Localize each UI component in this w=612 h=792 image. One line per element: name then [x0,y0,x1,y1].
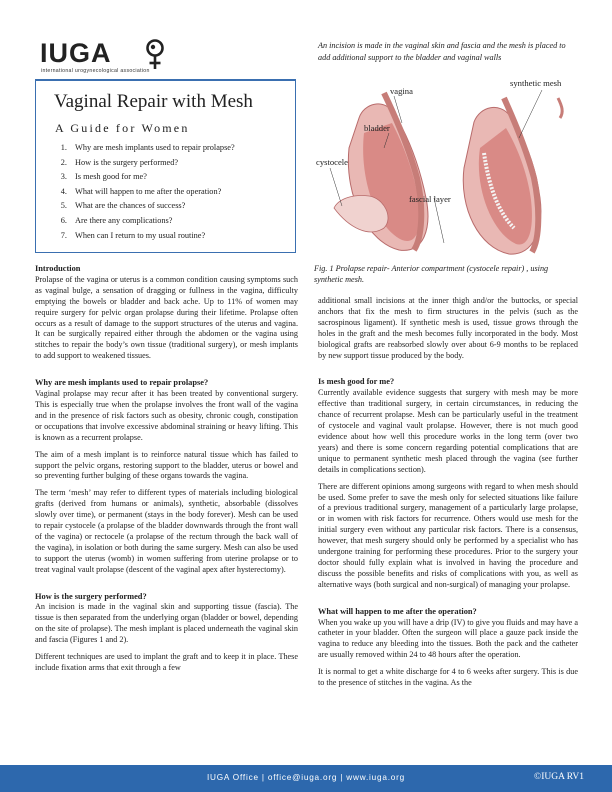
contents-item: 7. When can I return to my usual routine? [69,229,309,244]
contents-item: 1. Why are mesh implants used to repair prolapse? [69,141,309,156]
footer-contact: IUGA Office | office@iuga.org | www.iuga.org [206,773,406,782]
label-bladder: bladder [364,123,390,133]
footer-bar [0,765,612,792]
iuga-logo [40,38,240,78]
contents-item: 5. What are the chances of success? [69,199,309,214]
section-heading-introduction: Introduction [35,264,81,273]
label-synthetic-mesh: synthetic mesh [510,78,562,88]
section-heading-is-mesh-good: Is mesh good for me? [318,377,395,387]
paragraph: The aim of a mesh implant is to reinforce natural tissue which has failed to support the pelvic organs, restoring support to the bladder, uterus or bowel and so preventing further bulging of these organs towards the vagina. [35,449,298,481]
paragraph: Different techniques are used to implant the graft and to keep it in place. These include fixation arms that exit through a few [35,652,298,672]
paragraph: It is normal to get a white discharge for 4 to 6 weeks after surgery. This is due to the presence of stitches in the vagina. As the [318,667,578,688]
section-heading-how-performed: How is the surgery performed? [35,591,147,601]
venus-symbol-icon [144,38,166,72]
section-heading-why-mesh: Why are mesh implants used to repair prolapse? [35,378,209,388]
paragraph: Prolapse of the vagina or uterus is a common condition causing symptoms such as vaginal bulge, a sensation of dragging or fullness in the vagina, difficulty emptying the bowels or bladder and back ache. Up to 11% of women may require surgery for pelvic organ prolapse during their lifetime. Prolapse often occurs as a result of damage to the support structures of the uterus and vagina. It can be surgically repaired either through the abdomen or the vagina using stitches to repair the body’s own tissue (traditional surgery), or mesh implants to add support to weakened tissues. [35,274,298,361]
anatomy-figure [314,78,576,258]
label-fascial-layer: fascial layer [409,194,451,204]
logo-wordmark: IUGA [40,38,112,68]
right-column [318,296,578,695]
paragraph: Vaginal prolapse may recur after it has been treated by conventional surgery. This is especially true when the prolapse involves the front wall of the vagina and in the presence of risk factors such as obesity, chronic cough, constipation or occupations that involve excessive abdominal straining or heavy lifting. This is known as a recurrent prolapse. [35,389,298,442]
contents-list [53,141,309,243]
logo-tagline: international urogynecological association [41,68,150,74]
page-subtitle: A Guide for Women [55,121,190,135]
label-cystocele: cystocele [316,157,348,167]
label-vagina: vagina [390,86,413,96]
figure-caption: Fig. 1 Prolapse repair- Anterior compartment (cystocele repair) , using synthetic mesh. [314,264,549,284]
section-heading-after-operation: What will happen to me after the operation? [318,606,477,616]
paragraph: An incision is made in the vaginal skin and supporting tissue (fascia). The tissue is then separated from the underlying organ (bladder or bowel, depending on the site of prolapse). The mesh implant is placed underneath the vaginal skin and fascia (Figures 1 and 2). [35,602,298,645]
pelvic-anatomy-illustration [314,78,576,258]
figure-annotation: An incision is made in the vaginal skin and fascia and the mesh is placed to add additional support to the bladder and vaginal walls [318,41,566,62]
paragraph: additional small incisions at the inner thigh and/or the buttocks, or special anchors that fix the mesh to firm structures in the pelvis (such as the sacrospinous ligament). If synthetic mesh is used, tissue grows through the holes in the graft and the mesh becomes fully incorporated in the body. Most biological grafts are reabsorbed slowly over about 6-9 months to be replaced by new support tissue produced by the body. [318,296,578,360]
contents-item: 4. What will happen to me after the operation? [69,185,309,200]
contents-item: 3. Is mesh good for me? [69,170,309,185]
paragraph: The term ‘mesh’ may refer to different types of materials including biological grafts (derived from humans or animals), synthetic, absorbable (dissolves slowly over time), or permanent (stays in the body forever). Mesh can be used to repair cystocele (a prolapse of the bladder downwards through the front wall of the vagina) or rectocele (a prolapse of the rectum through the back wall of the vagina), in isolation or both during the same surgery. Mesh can also be used to support the uterus (womb) in women suffering from uterine prolapse or to treat vaginal vault prolapse (descent of the vaginal apex after hysterectomy). [35,488,298,574]
contents-item: 6. Are there any complications? [69,214,309,229]
paragraph: There are different opinions among surgeons with regard to when mesh should be used. Some prefer to save the mesh only for selected situations like failure of a previous traditional surgery, management of a particularly large prolapse, or in women with risk factors for recurrence. Others would use mesh for the initial surgery even without any particular risk factors. There is a consensus, however, that mesh surgery should only be performed by a specialist who has undergone training for performing these procedures. Prior to the surgery your doctor should fully explain what is involved in having the procedure and discuss the possible benefits and risks of complications with you, as well as alternative ways (both surgical and non-surgical) of managing your prolapse. [318,481,578,589]
title-box [35,79,296,253]
left-column [35,264,298,680]
paragraph: Currently available evidence suggests that surgery with mesh may be more effective than traditional surgery, in certain circumstances, in reducing the chance of recurrent prolapse. Mesh can be particularly useful in the treatment of cystocele and vaginal vault prolapse. However, there is not much good evidence about how well this procedure works in the long term (over two years) and there is some concern regarding potential complications that are unique to permanent synthetic mesh placed through the vagina (see further details in complications section). [318,388,578,474]
contents-item: 2. How is the surgery performed? [69,156,309,171]
page-title: Vaginal Repair with Mesh [54,91,253,112]
footer-copyright: ©IUGA RV1 [533,772,584,782]
paragraph: When you wake up you will have a drip (IV) to give you fluids and may have a catheter in your bladder. Often the surgeon will place a gauze pack inside the vagina to reduce any bleeding into the tissues. Both the pack and the catheter are usually removed within 24 to 48 hours after the operation. [318,617,578,660]
